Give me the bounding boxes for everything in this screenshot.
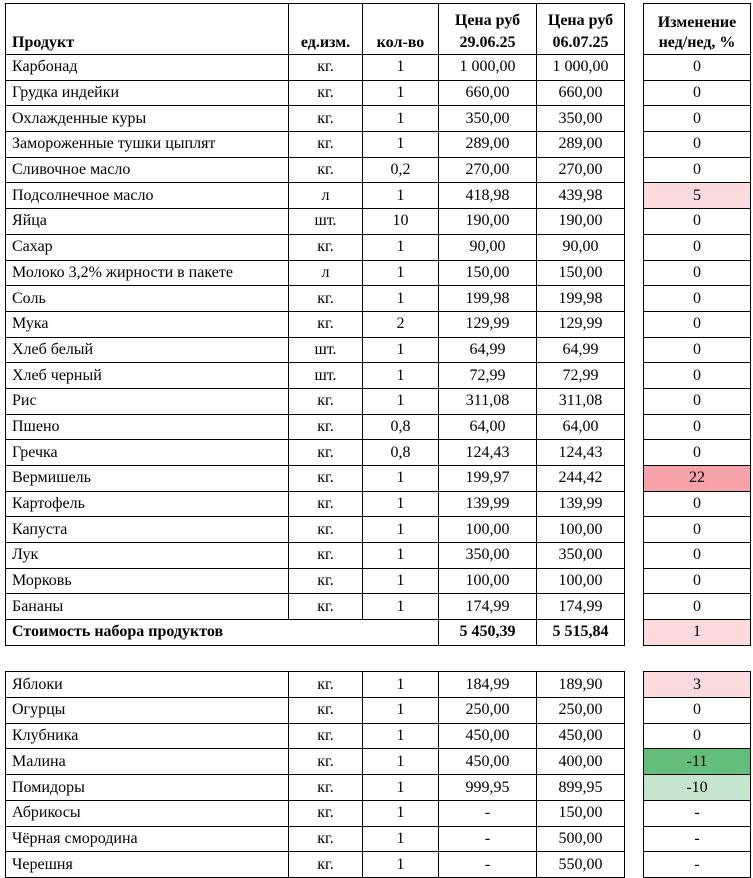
unit-cell: кг. [289, 543, 363, 569]
table-row-change [644, 568, 751, 594]
unit-cell: кг. [289, 800, 363, 826]
header-date-b: 06.07.25 [552, 34, 609, 51]
unit-cell: кг. [289, 672, 363, 698]
table-row-change [644, 826, 751, 852]
table-row-change [644, 388, 751, 414]
table-row-change [644, 517, 751, 543]
change-cell: 0 [644, 491, 751, 517]
unit-cell: кг. [289, 414, 363, 440]
product-cell: Вермишель [6, 466, 289, 492]
product-cell: Картофель [6, 491, 289, 517]
product-cell: Чёрная смородина [6, 826, 289, 852]
total-label: Стоимость набора продуктов [6, 620, 439, 646]
price-a-cell: 129,99 [439, 311, 537, 337]
unit-cell: кг. [289, 775, 363, 801]
price-b-cell: 550,00 [537, 852, 625, 878]
table-row-change [644, 209, 751, 235]
table-row [6, 388, 625, 414]
qty-cell: 1 [363, 363, 439, 389]
unit-cell: кг. [289, 388, 363, 414]
price-a-cell: 139,99 [439, 491, 537, 517]
price-b-cell: 450,00 [537, 723, 625, 749]
product-cell: Клубника [6, 723, 289, 749]
price-a-cell: 174,99 [439, 594, 537, 620]
product-cell: Помидоры [6, 775, 289, 801]
price-a-cell: 350,00 [439, 106, 537, 132]
table-row [6, 543, 625, 569]
table-row [6, 568, 625, 594]
change-cell: 0 [644, 363, 751, 389]
header-change [644, 4, 751, 55]
table-row-change [644, 106, 751, 132]
change-cell: 0 [644, 55, 751, 81]
product-cell: Сахар [6, 234, 289, 260]
product-cell: Капуста [6, 517, 289, 543]
table-row-change [644, 132, 751, 158]
price-a-cell: 418,98 [439, 183, 537, 209]
table-row [6, 80, 625, 106]
price-a-cell: 150,00 [439, 260, 537, 286]
unit-cell: кг. [289, 440, 363, 466]
table-row [6, 826, 625, 852]
table-row [6, 286, 625, 312]
table-row-change [644, 80, 751, 106]
change-cell: 0 [644, 234, 751, 260]
price-a-cell: - [439, 826, 537, 852]
price-b-cell: 350,00 [537, 106, 625, 132]
total-change: 1 [644, 620, 751, 646]
table-row [6, 723, 625, 749]
unit-cell: кг. [289, 594, 363, 620]
change-cell: 0 [644, 698, 751, 724]
unit-cell: кг. [289, 286, 363, 312]
qty-cell: 1 [363, 260, 439, 286]
table-row [6, 800, 625, 826]
unit-cell: кг. [289, 234, 363, 260]
total-row [6, 620, 625, 646]
header-date-a: 29.06.25 [459, 34, 516, 51]
table-row-change [644, 723, 751, 749]
change-cell: 0 [644, 337, 751, 363]
product-cell: Морковь [6, 568, 289, 594]
qty-cell: 1 [363, 388, 439, 414]
spacer-cell [6, 645, 625, 672]
table-row [6, 55, 625, 81]
price-a-cell: - [439, 852, 537, 878]
table-row-change [644, 594, 751, 620]
table-row [6, 852, 625, 878]
product-cell: Подсолнечное масло [6, 183, 289, 209]
price-b-cell: 350,00 [537, 543, 625, 569]
product-cell: Хлеб черный [6, 363, 289, 389]
header-product: Продукт [6, 4, 289, 55]
unit-cell: кг. [289, 466, 363, 492]
price-b-cell: 311,08 [537, 388, 625, 414]
table-row-change [644, 157, 751, 183]
table-row [6, 517, 625, 543]
header-price-b-label: Цена руб [547, 12, 614, 29]
unit-cell: шт. [289, 363, 363, 389]
price-b-cell: 150,00 [537, 260, 625, 286]
qty-cell: 1 [363, 132, 439, 158]
price-a-cell: 450,00 [439, 723, 537, 749]
price-a-cell: 64,99 [439, 337, 537, 363]
table-row [6, 311, 625, 337]
unit-cell: кг. [289, 80, 363, 106]
unit-cell: кг. [289, 55, 363, 81]
table-row-change [644, 55, 751, 81]
price-b-cell: 189,90 [537, 672, 625, 698]
change-cell: 0 [644, 311, 751, 337]
price-a-cell: - [439, 800, 537, 826]
unit-cell: л [289, 183, 363, 209]
price-b-cell: 400,00 [537, 749, 625, 775]
unit-cell: кг. [289, 698, 363, 724]
price-b-cell: 500,00 [537, 826, 625, 852]
table-row [6, 337, 625, 363]
change-cell: 0 [644, 157, 751, 183]
change-cell: 0 [644, 80, 751, 106]
table-row-change [644, 749, 751, 775]
price-a-cell: 100,00 [439, 568, 537, 594]
price-b-cell: 244,42 [537, 466, 625, 492]
price-a-cell: 199,98 [439, 286, 537, 312]
price-b-cell: 660,00 [537, 80, 625, 106]
table-row-change [644, 440, 751, 466]
table-row [6, 209, 625, 235]
table-row [6, 491, 625, 517]
table-row [6, 414, 625, 440]
table-row [6, 466, 625, 492]
table-row-change [644, 543, 751, 569]
table-row [6, 440, 625, 466]
unit-cell: кг. [289, 749, 363, 775]
header-unit: ед.изм. [289, 4, 363, 55]
price-b-cell: 139,99 [537, 491, 625, 517]
spacer-row [644, 645, 751, 672]
unit-cell: кг. [289, 826, 363, 852]
qty-cell: 1 [363, 826, 439, 852]
price-a-cell: 64,00 [439, 414, 537, 440]
qty-cell: 1 [363, 775, 439, 801]
qty-cell: 1 [363, 80, 439, 106]
change-cell: - [644, 852, 751, 878]
price-b-cell: 64,99 [537, 337, 625, 363]
change-cell: 0 [644, 106, 751, 132]
table-row [6, 260, 625, 286]
price-a-cell: 90,00 [439, 234, 537, 260]
unit-cell: кг. [289, 106, 363, 132]
table-row-change [644, 337, 751, 363]
qty-cell: 1 [363, 337, 439, 363]
product-cell: Гречка [6, 440, 289, 466]
price-a-cell: 190,00 [439, 209, 537, 235]
price-a-cell: 1 000,00 [439, 55, 537, 81]
table-row [6, 234, 625, 260]
qty-cell: 0,8 [363, 414, 439, 440]
change-header-row [644, 4, 751, 55]
header-price-a-label: Цена руб [454, 12, 521, 29]
product-cell: Мука [6, 311, 289, 337]
unit-cell: кг. [289, 517, 363, 543]
change-cell: 0 [644, 594, 751, 620]
unit-cell: кг. [289, 852, 363, 878]
qty-cell: 1 [363, 672, 439, 698]
header-change-line1: Изменение [657, 14, 737, 31]
price-a-cell: 250,00 [439, 698, 537, 724]
change-cell: 5 [644, 183, 751, 209]
table-row [6, 157, 625, 183]
change-table [643, 3, 751, 878]
price-b-cell: 439,98 [537, 183, 625, 209]
qty-cell: 1 [363, 800, 439, 826]
price-table-body [6, 4, 625, 878]
product-cell: Яблоки [6, 672, 289, 698]
product-cell: Малина [6, 749, 289, 775]
price-a-cell: 450,00 [439, 749, 537, 775]
table-row-change [644, 775, 751, 801]
total-price-a: 5 450,39 [439, 620, 537, 646]
qty-cell: 1 [363, 723, 439, 749]
change-cell: 0 [644, 568, 751, 594]
product-cell: Рис [6, 388, 289, 414]
product-cell: Охлажденные куры [6, 106, 289, 132]
table-row [6, 363, 625, 389]
qty-cell: 1 [363, 543, 439, 569]
total-change-row [644, 620, 751, 646]
unit-cell: шт. [289, 209, 363, 235]
price-b-cell: 64,00 [537, 414, 625, 440]
product-cell: Хлеб белый [6, 337, 289, 363]
price-b-cell: 190,00 [537, 209, 625, 235]
qty-cell: 1 [363, 55, 439, 81]
table-row [6, 594, 625, 620]
table-row [6, 106, 625, 132]
change-cell: 0 [644, 723, 751, 749]
table-row [6, 775, 625, 801]
change-cell: 0 [644, 543, 751, 569]
unit-cell: кг. [289, 157, 363, 183]
price-b-cell: 129,99 [537, 311, 625, 337]
header-change-line2: нед/нед, % [658, 34, 736, 51]
product-cell: Бананы [6, 594, 289, 620]
header-price-b [537, 4, 625, 55]
change-table-body [644, 4, 751, 878]
table-row-change [644, 260, 751, 286]
price-a-cell: 289,00 [439, 132, 537, 158]
price-b-cell: 1 000,00 [537, 55, 625, 81]
change-cell: -10 [644, 775, 751, 801]
table-row-change [644, 466, 751, 492]
price-a-cell: 72,99 [439, 363, 537, 389]
price-a-cell: 999,95 [439, 775, 537, 801]
unit-cell: кг. [289, 311, 363, 337]
table-row [6, 672, 625, 698]
product-cell: Сливочное масло [6, 157, 289, 183]
change-cell: 0 [644, 286, 751, 312]
qty-cell: 1 [363, 234, 439, 260]
table-row-change [644, 414, 751, 440]
price-a-cell: 660,00 [439, 80, 537, 106]
change-cell: - [644, 826, 751, 852]
change-cell: 0 [644, 132, 751, 158]
product-cell: Черешня [6, 852, 289, 878]
price-b-cell: 270,00 [537, 157, 625, 183]
table-row-change [644, 852, 751, 878]
change-cell: 0 [644, 209, 751, 235]
qty-cell: 1 [363, 517, 439, 543]
qty-cell: 1 [363, 698, 439, 724]
price-b-cell: 199,98 [537, 286, 625, 312]
product-cell: Карбонад [6, 55, 289, 81]
price-a-cell: 100,00 [439, 517, 537, 543]
price-b-cell: 100,00 [537, 517, 625, 543]
product-cell: Яйца [6, 209, 289, 235]
price-b-cell: 124,43 [537, 440, 625, 466]
qty-cell: 0,8 [363, 440, 439, 466]
product-cell: Огурцы [6, 698, 289, 724]
qty-cell: 1 [363, 568, 439, 594]
product-cell: Молоко 3,2% жирности в пакете [6, 260, 289, 286]
qty-cell: 1 [363, 183, 439, 209]
qty-cell: 1 [363, 491, 439, 517]
table-row-change [644, 363, 751, 389]
table-row-change [644, 491, 751, 517]
header-price-a [439, 4, 537, 55]
table-row [6, 132, 625, 158]
table-row [6, 749, 625, 775]
price-b-cell: 174,99 [537, 594, 625, 620]
qty-cell: 1 [363, 749, 439, 775]
spacer-row [6, 645, 625, 672]
price-b-cell: 72,99 [537, 363, 625, 389]
table-row [6, 698, 625, 724]
unit-cell: кг. [289, 132, 363, 158]
qty-cell: 1 [363, 286, 439, 312]
change-cell: 0 [644, 388, 751, 414]
table-row-change [644, 234, 751, 260]
table-row-change [644, 698, 751, 724]
unit-cell: кг. [289, 568, 363, 594]
header-qty: кол-во [363, 4, 439, 55]
qty-cell: 0,2 [363, 157, 439, 183]
product-cell: Лук [6, 543, 289, 569]
product-cell: Соль [6, 286, 289, 312]
price-table [5, 3, 625, 878]
spacer-cell [644, 645, 751, 672]
price-a-cell: 350,00 [439, 543, 537, 569]
price-a-cell: 124,43 [439, 440, 537, 466]
price-b-cell: 899,95 [537, 775, 625, 801]
qty-cell: 1 [363, 594, 439, 620]
table-row-change [644, 311, 751, 337]
product-cell: Пшено [6, 414, 289, 440]
unit-cell: кг. [289, 491, 363, 517]
price-a-cell: 199,97 [439, 466, 537, 492]
table-row [6, 183, 625, 209]
qty-cell: 2 [363, 311, 439, 337]
price-b-cell: 100,00 [537, 568, 625, 594]
price-a-cell: 184,99 [439, 672, 537, 698]
product-cell: Абрикосы [6, 800, 289, 826]
total-price-b: 5 515,84 [537, 620, 625, 646]
unit-cell: л [289, 260, 363, 286]
qty-cell: 1 [363, 466, 439, 492]
table-row-change [644, 183, 751, 209]
qty-cell: 1 [363, 852, 439, 878]
price-b-cell: 289,00 [537, 132, 625, 158]
change-cell: -11 [644, 749, 751, 775]
change-cell: - [644, 800, 751, 826]
price-a-cell: 270,00 [439, 157, 537, 183]
qty-cell: 10 [363, 209, 439, 235]
unit-cell: кг. [289, 723, 363, 749]
change-cell: 22 [644, 466, 751, 492]
change-cell: 0 [644, 260, 751, 286]
table-row-change [644, 672, 751, 698]
qty-cell: 1 [363, 106, 439, 132]
price-b-cell: 150,00 [537, 800, 625, 826]
change-cell: 3 [644, 672, 751, 698]
table-row-change [644, 286, 751, 312]
price-a-cell: 311,08 [439, 388, 537, 414]
header-row [6, 4, 625, 55]
product-cell: Грудка индейки [6, 80, 289, 106]
change-cell: 0 [644, 440, 751, 466]
change-cell: 0 [644, 414, 751, 440]
unit-cell: шт. [289, 337, 363, 363]
change-cell: 0 [644, 517, 751, 543]
product-cell: Замороженные тушки цыплят [6, 132, 289, 158]
price-b-cell: 90,00 [537, 234, 625, 260]
table-row-change [644, 800, 751, 826]
price-b-cell: 250,00 [537, 698, 625, 724]
